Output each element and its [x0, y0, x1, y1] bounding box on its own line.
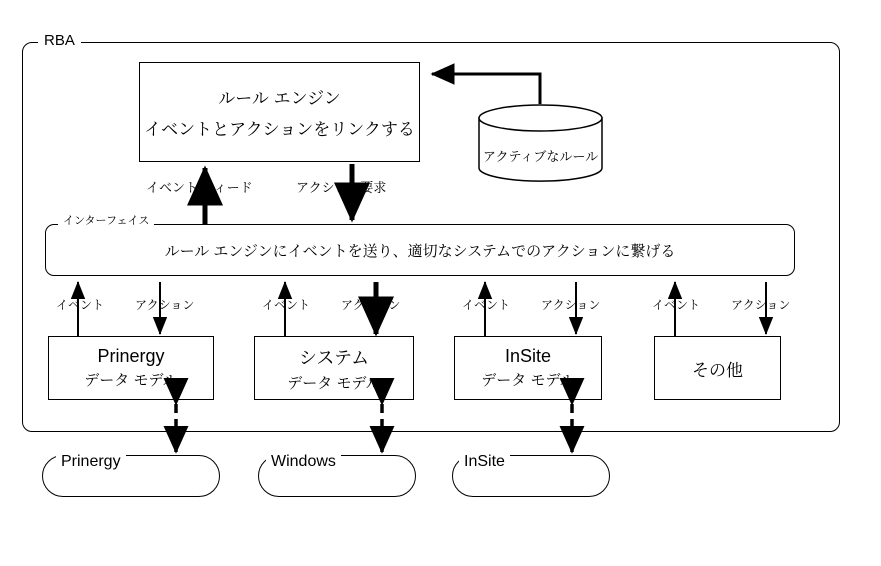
interface-text: ルール エンジンにイベントを送り、適切なシステムでのアクションに繋げる: [164, 242, 676, 260]
interface-label: インターフェイス: [58, 214, 154, 228]
rule-engine-box: [139, 62, 420, 162]
column-3-action-label: アクション: [541, 298, 601, 312]
insite-data-model-box: [454, 336, 602, 400]
action-request-label: アクション要求: [296, 180, 387, 195]
event-feed-label: イベント フィード: [146, 180, 253, 195]
prinergy-data-model-line1: Prinergy: [97, 346, 165, 366]
column-1-action-label: アクション: [135, 298, 195, 312]
external-insite-label: InSite: [459, 452, 510, 471]
system-data-model-line2: データ モデル: [287, 374, 381, 392]
external-prinergy-label: Prinergy: [56, 452, 126, 471]
column-1-event-label: イベント: [56, 298, 105, 312]
column-4-event-label: イベント: [652, 298, 701, 312]
insite-data-model-line1: InSite: [504, 346, 552, 366]
column-4-action-label: アクション: [731, 298, 791, 312]
external-windows-label: Windows: [266, 452, 341, 471]
prinergy-data-model-line2: データ モデル: [84, 372, 178, 389]
other-data-model-line1: その他: [692, 360, 743, 380]
column-3-event-label: イベント: [462, 298, 511, 312]
rule-engine-line2: イベントとアクションをリンクする: [144, 120, 415, 139]
other-data-model-box: [654, 336, 781, 400]
database-label: アクティブなルール: [482, 149, 599, 164]
system-data-model-line1: システム: [298, 347, 370, 368]
active-rules-database: [477, 104, 604, 182]
rba-label: RBA: [38, 32, 81, 50]
insite-data-model-line2: データ モデル: [481, 372, 575, 389]
interface-box: [45, 224, 795, 276]
rule-engine-line1: ルール エンジン: [218, 89, 341, 108]
column-2-event-label: イベント: [262, 298, 311, 312]
system-data-model-box: [254, 336, 414, 400]
prinergy-data-model-box: [48, 336, 214, 400]
column-2-action-label: アクション: [341, 298, 401, 312]
